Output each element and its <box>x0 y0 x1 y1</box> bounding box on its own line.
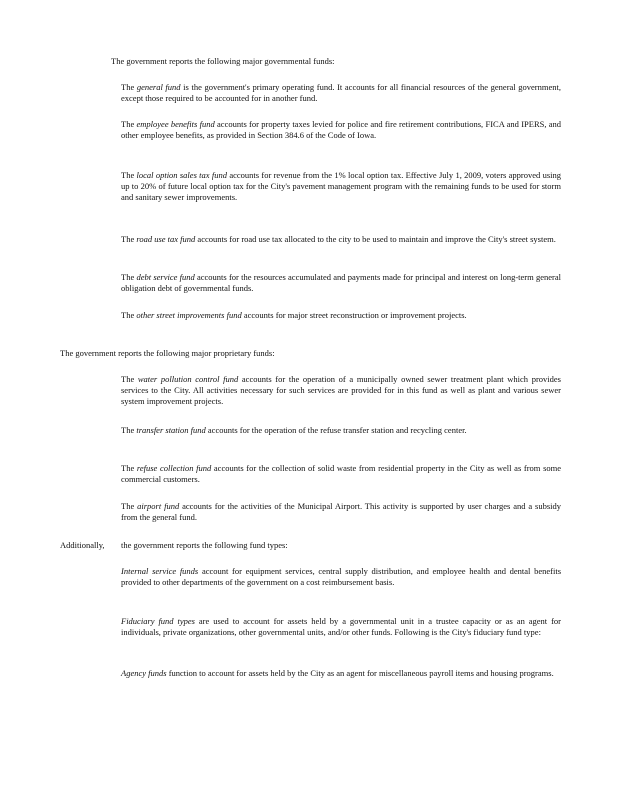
additionally-label: Additionally, <box>60 540 105 550</box>
internal-service-funds-term: Internal service funds <box>121 566 199 576</box>
local-option-sales-tax-fund-paragraph: The local option sales tax fund accounts for revenue from the 1% local option tax. Effective July 1, 2009, voters approved using up to 20% of future local option tax for the City's pavement management program with the remaining funds to be used for storm and sanitary sewer improvements. <box>121 170 562 203</box>
internal-service-funds-paragraph: Internal service funds account for equipment services, central supply distribution, and employee health and dental benefits provided to other departments of the government on a cost reimbursement basis. <box>121 566 562 588</box>
intro-proprietary-funds: The government reports the following major proprietary funds: <box>60 348 275 358</box>
agency-funds-paragraph: Agency funds function to account for assets held by the City as an agent for miscellaneous payroll items and housing programs. <box>121 668 554 678</box>
airport-fund-paragraph: The airport fund accounts for the activities of the Municipal Airport. This activity is supported by user charges and a subsidy from the general fund. <box>121 501 562 523</box>
refuse-collection-fund-paragraph: The refuse collection fund accounts for the collection of solid waste from residential property in the City as well as from some commercial customers. <box>121 463 562 485</box>
other-street-improvements-fund-paragraph: The other street improvements fund accounts for major street reconstruction or improvement projects. <box>121 310 467 320</box>
employee-benefits-fund-term: employee benefits fund <box>136 119 215 129</box>
transfer-station-fund-term: transfer station fund <box>136 425 206 435</box>
local-option-sales-tax-fund-term: local option sales tax fund <box>136 170 227 180</box>
water-pollution-control-fund-term: water pollution control fund <box>137 374 239 384</box>
road-use-tax-fund-term: road use tax fund <box>136 234 196 244</box>
fiduciary-fund-types-term: Fiduciary fund types <box>121 616 195 626</box>
transfer-station-fund-paragraph: The transfer station fund accounts for the operation of the refuse transfer station and recycling center. <box>121 425 467 435</box>
refuse-collection-fund-term: refuse collection fund <box>136 463 212 473</box>
additionally-fund-types-intro: the government reports the following fund types: <box>121 540 288 550</box>
general-fund-paragraph: The general fund is the government's primary operating fund. It accounts for all financial resources of the general government, except those required to be accounted for in another fund. <box>121 82 562 104</box>
intro-governmental-funds: The government reports the following major governmental funds: <box>111 56 335 66</box>
general-fund-term: general fund <box>136 82 181 92</box>
fiduciary-fund-types-paragraph: Fiduciary fund types are used to account for assets held by a governmental unit in a trustee capacity or as an agent for individuals, private organizations, other governmental units, and/or other funds. Following is the City's fiduciary fund type: <box>121 616 561 638</box>
agency-funds-term: Agency funds <box>121 668 167 678</box>
water-pollution-control-fund-paragraph: The water pollution control fund accounts for the operation of a municipally owned sewer treatment plant which provides services to the City. All activities necessary for such services are provided for in this fund as well as plant and various sewer system improvement projects. <box>121 374 561 407</box>
other-street-improvements-fund-term: other street improvements fund <box>136 310 242 320</box>
debt-service-fund-paragraph: The debt service fund accounts for the resources accumulated and payments made for principal and interest on long-term general obligation debt of governmental funds. <box>121 272 561 294</box>
road-use-tax-fund-paragraph: The road use tax fund accounts for road use tax allocated to the city to be used to maintain and improve the City's street system. <box>121 234 556 244</box>
debt-service-fund-term: debt service fund <box>136 272 195 282</box>
airport-fund-term: airport fund <box>137 501 180 511</box>
employee-benefits-fund-paragraph: The employee benefits fund accounts for property taxes levied for police and fire retirement contributions, FICA and IPERS, and other employee benefits, as provided in Section 384.6 of the Code of Iowa. <box>121 119 562 141</box>
